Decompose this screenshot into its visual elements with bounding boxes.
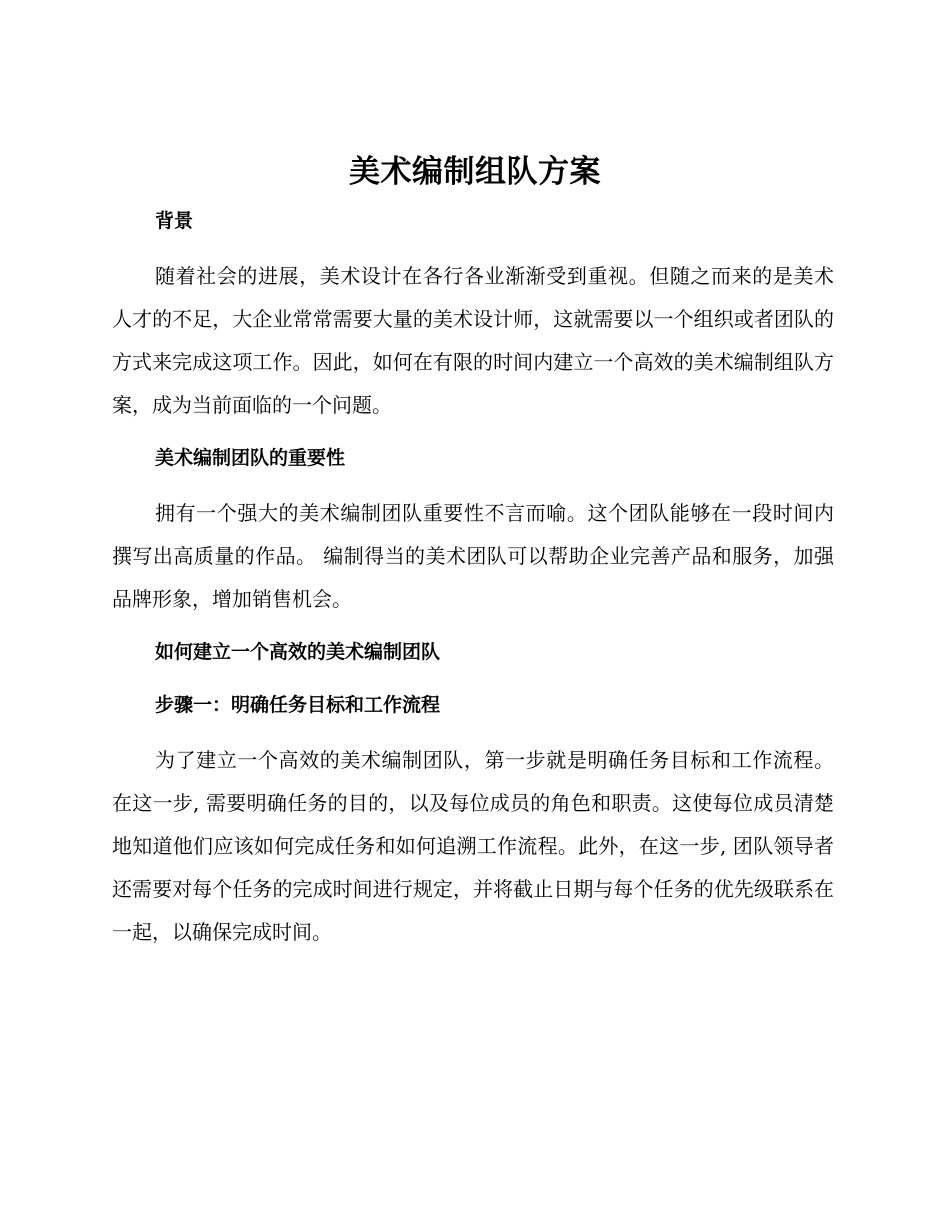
paragraph-background: 随着社会的进展，美术设计在各行各业渐渐受到重视。但随之而来的是美术人才的不足，大企业常常需要大量的美术设计师，这就需要以一个组织或者团队的方式来完成这项工作。因此，如何在有限的时间内建立一个高效的美术编制组队方案，成为当前面临的一个问题。	[112, 264, 834, 417]
section-heading-build-team: 如何建立一个高效的美术编制团队	[155, 641, 441, 663]
section-heading-background: 背景	[155, 210, 194, 232]
section-heading-step-one: 步骤一：明确任务目标和工作流程	[155, 694, 441, 716]
paragraph-step-one: 为了建立一个高效的美术编制团队，第一步就是明确任务目标和工作流程。在这一步, 需要明确任务的目的，以及每位成员的角色和职责。这使每位成员清楚地知道他们应该如何完成任务和如何追溯工作流程。此外，在这一步, 团队领导者还需要对每个任务的完成时间进行规定，并将截止日期与每个任务的优先级联系在一起，以确保完成时间。	[112, 748, 834, 944]
paragraph-importance: 拥有一个强大的美术编制团队重要性不言而喻。这个团队能够在一段时间内撰写出高质量的作品。 编制得当的美术团队可以帮助企业完善产品和服务，加强品牌形象，增加销售机会。	[112, 501, 834, 611]
section-heading-importance: 美术编制团队的重要性	[155, 447, 346, 469]
document-body	[112, 204, 834, 954]
document-title: 美术编制组队方案	[349, 154, 601, 190]
